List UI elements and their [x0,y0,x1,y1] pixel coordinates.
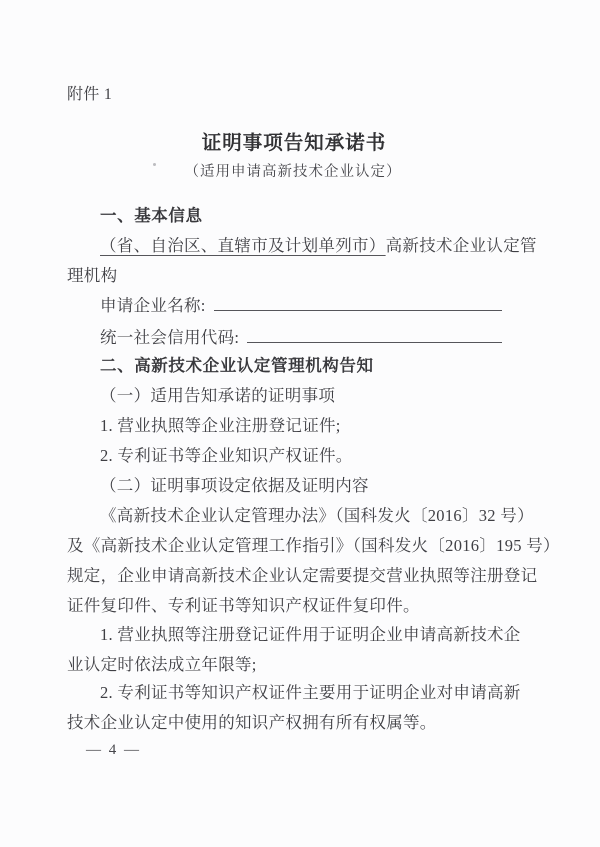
basis-paragraph-line-2: 及《高新技术企业认定管理工作指引》（国科发火〔2016〕195 号） [67,536,560,555]
notice-item-2: 2. 专利证书等企业知识产权证件。 [100,446,353,465]
company-name-blank-field [214,295,502,311]
page-number: — 4 — [86,742,141,758]
credit-code-label: 统一社会信用代码: [100,328,240,347]
basis-paragraph-line-4: 证件复印件、专利证书等知识产权证件复印件。 [67,596,420,615]
agency-line [100,235,537,256]
company-name-row [100,295,502,316]
section-notice-heading: 二、高新技术企业认定管理机构告知 [100,356,374,375]
agency-line-wrap: 理机构 [67,266,118,285]
credit-code-row [100,327,502,348]
purpose-item-2-line-1: 2. 专利证书等知识产权证件主要用于证明企业对申请高新 [100,683,521,702]
subsection-2-heading: （二）证明事项设定依据及证明内容 [100,476,369,495]
company-name-label: 申请企业名称: [100,296,206,315]
basis-paragraph-line-1: 《高新技术企业认定管理办法》（国科发火〔2016〕32 号） [100,506,534,525]
subsection-1-heading: （一）适用告知承诺的证明事项 [100,386,336,405]
attachment-label: 附件 1 [67,86,113,103]
credit-code-blank-field [247,327,502,343]
notice-item-1: 1. 营业执照等企业注册登记证件; [100,416,341,435]
agency-suffix: 高新技术企业认定管 [385,236,537,255]
purpose-item-1-line-2: 业认定时依法成立年限等; [67,655,257,674]
section-basic-info-heading: 一、基本信息 [100,206,203,225]
agency-region-underlined: （省、自治区、直辖市及计划单列市） [100,236,386,255]
purpose-item-2-line-2: 技术企业认定中使用的知识产权拥有所有权属等。 [67,713,437,732]
page-title: 证明事项告知承诺书 [201,133,387,154]
purpose-item-1-line-1: 1. 营业执照等注册登记证件用于证明企业申请高新技术企 [100,625,521,644]
page-subtitle: （适用申请高新技术企业认定） [184,164,402,180]
basis-paragraph-line-3: 规定，企业申请高新技术企业认定需要提交营业执照等注册登记 [67,566,538,585]
